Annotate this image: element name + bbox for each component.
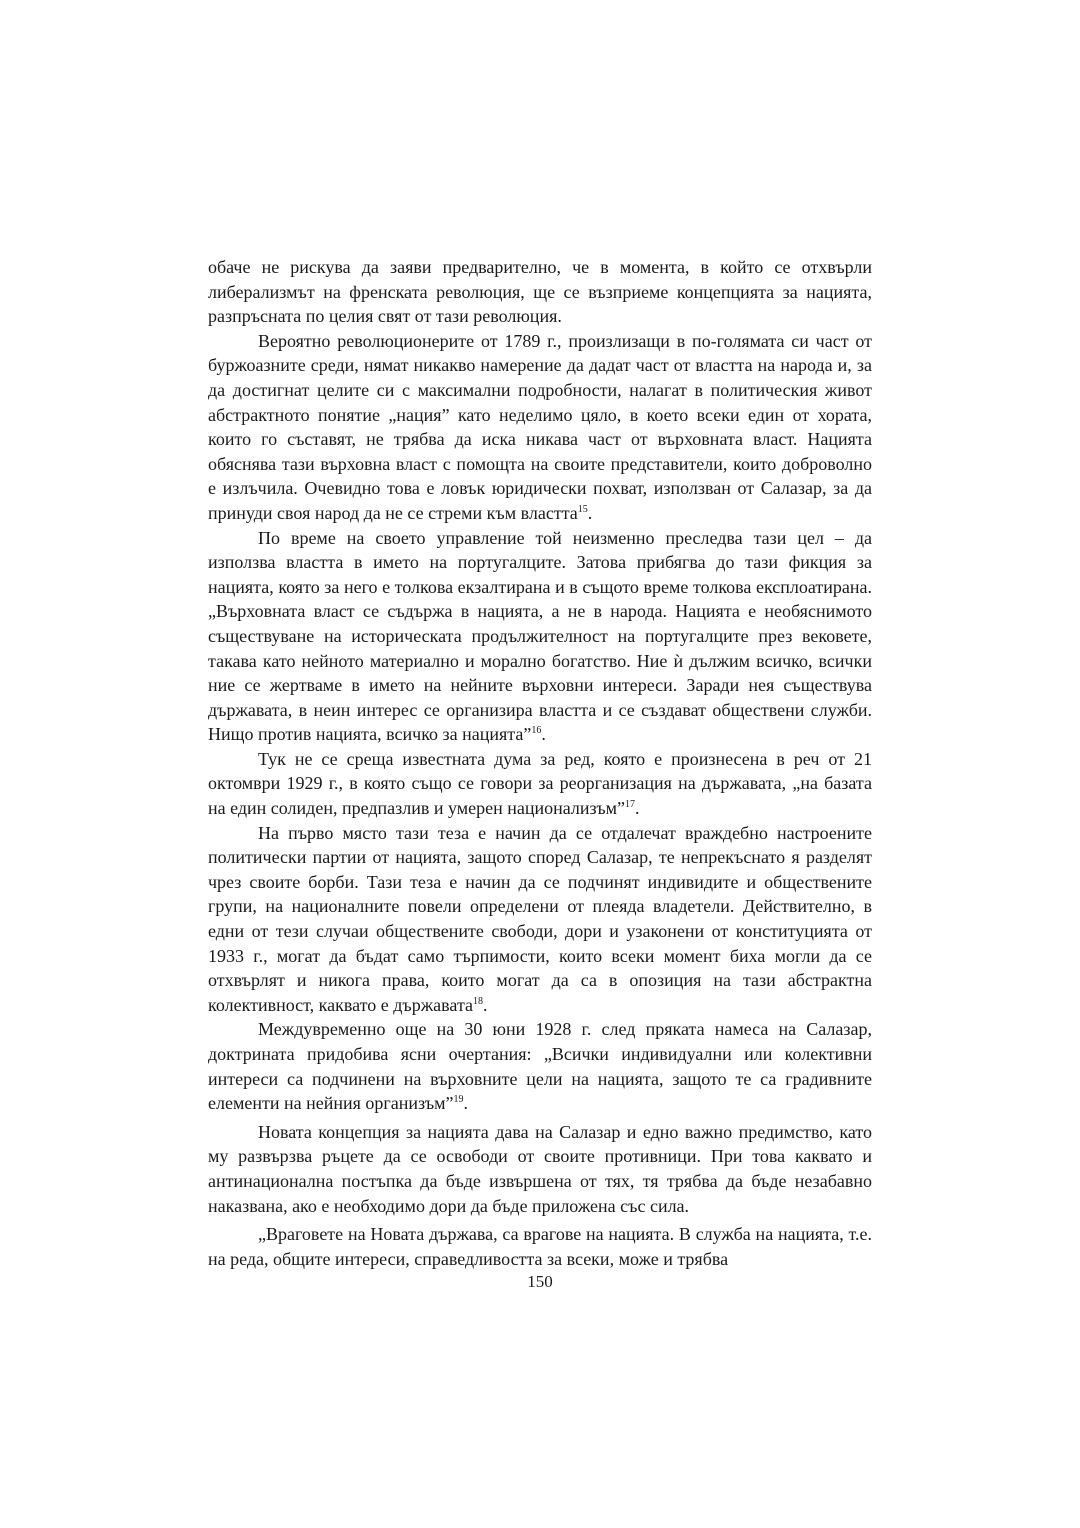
page-number: 150: [527, 1272, 553, 1291]
page-body: [208, 255, 872, 1271]
footnote-ref[interactable]: 15: [577, 503, 588, 515]
paragraph: Новата концепция за нацията дава на Салазар и едно важно предимство, като му развързва ръцете да се освободи от своите противници. При това каквато и антинационална постъпка да бъде извършена от тях, тя трябва да бъде незабавно наказвана, ако е необходимо дори да бъде приложена със сила.: [208, 1121, 872, 1216]
paragraph: Тук не се среща известната дума за ред, която е произнесена в реч от 21 октомври 1929 г., в която също се говори за реорганизация на държавата, „на базата на един солиден, предпазлив и умерен национализъм”$^{17}$.: [208, 748, 872, 819]
footnote-ref[interactable]: 17: [625, 799, 636, 811]
paragraph: обаче не рискува да заяви предварително, че в момента, в който се отхвърли либерализмът на френската революция, ще се възприеме концепцията за нацията, разпръсната по целия свят от тази революция.: [208, 257, 872, 327]
footnote-ref[interactable]: 16: [531, 725, 542, 737]
paragraph: Междувременно още на 30 юни 1928 г. след пряката намеса на Салазар, доктрината придобива ясни очертания: „Всички индивидуални или колективни интереси са подчинени на върховните цели на нацията, защото те са градивните елементи на нейния организъм”$^{19}$.: [208, 1019, 872, 1114]
footnote-ref[interactable]: 18: [473, 995, 484, 1007]
paragraph: „Враговете на Новата държава, са врагове на нацията. В служба на нацията, т.е. на реда, общите интереси, справедливостта за всеки, може и трябва: [208, 1224, 872, 1269]
paragraph: Вероятно революционерите от 1789 г., произлизащи в по-голямата си част от буржоазните среди, нямат никакво намерение да дадат част от властта на народа и, за да достигнат целите си с максимални подробности, налагат в политическия живот абстрактното понятие „нация” като неделимо цяло, в което всеки един от хората, които го съставят, не трябва да иска никава част от върховната власт. Нацията обяснява тази върховна власт с помощта на своите представители, които доброволно е излъчила. Очевидно това е ловък юридически похват, използван от Салазар, за да принуди своя народ да не се стреми към властта$^{15}$.: [208, 330, 872, 523]
paragraph: На първо място тази теза е начин да се отдалечат враждебно настроените политически партии от нацията, защото според Салазар, те непрекъснато я разделят чрез своите борби. Тази теза е начин да се подчинят индивидите и обществените групи, на националните повели определени от плеяда владетели. Действително, в едни от тези случаи обществените свободи, дори и узаконени от конституцията от 1933 г., могат да бъдат само търпимости, които всеки момент биха могли да се отхвърлят и никога права, които могат да са в опозиция на тази абстрактна колективност, каквато е държавата$^{18}$.: [208, 822, 872, 1015]
footnote-ref[interactable]: 19: [453, 1094, 464, 1106]
paragraph: По време на своето управление той неизменно преследва тази цел – да използва властта в името на португалците. Затова прибягва до тази фикция за нацията, която за него е толкова екзалтирана и в същото време толкова експлоатирана. „Върховната власт се съдържа в нацията, а не в народа. Нацията е необяснимото съществуване на историческата продължителност на португалците през вековете, такава като нейното материално и морално богатство. Ние ѝ дължим всичко, всички ние се жертваме в името на нейните върховни интереси. Заради нея съществува държавата, в неин интерес се организира властта и се създават обществени служби. Нищо против нацията, всичко за нацията”$^{16}$.: [208, 527, 872, 745]
